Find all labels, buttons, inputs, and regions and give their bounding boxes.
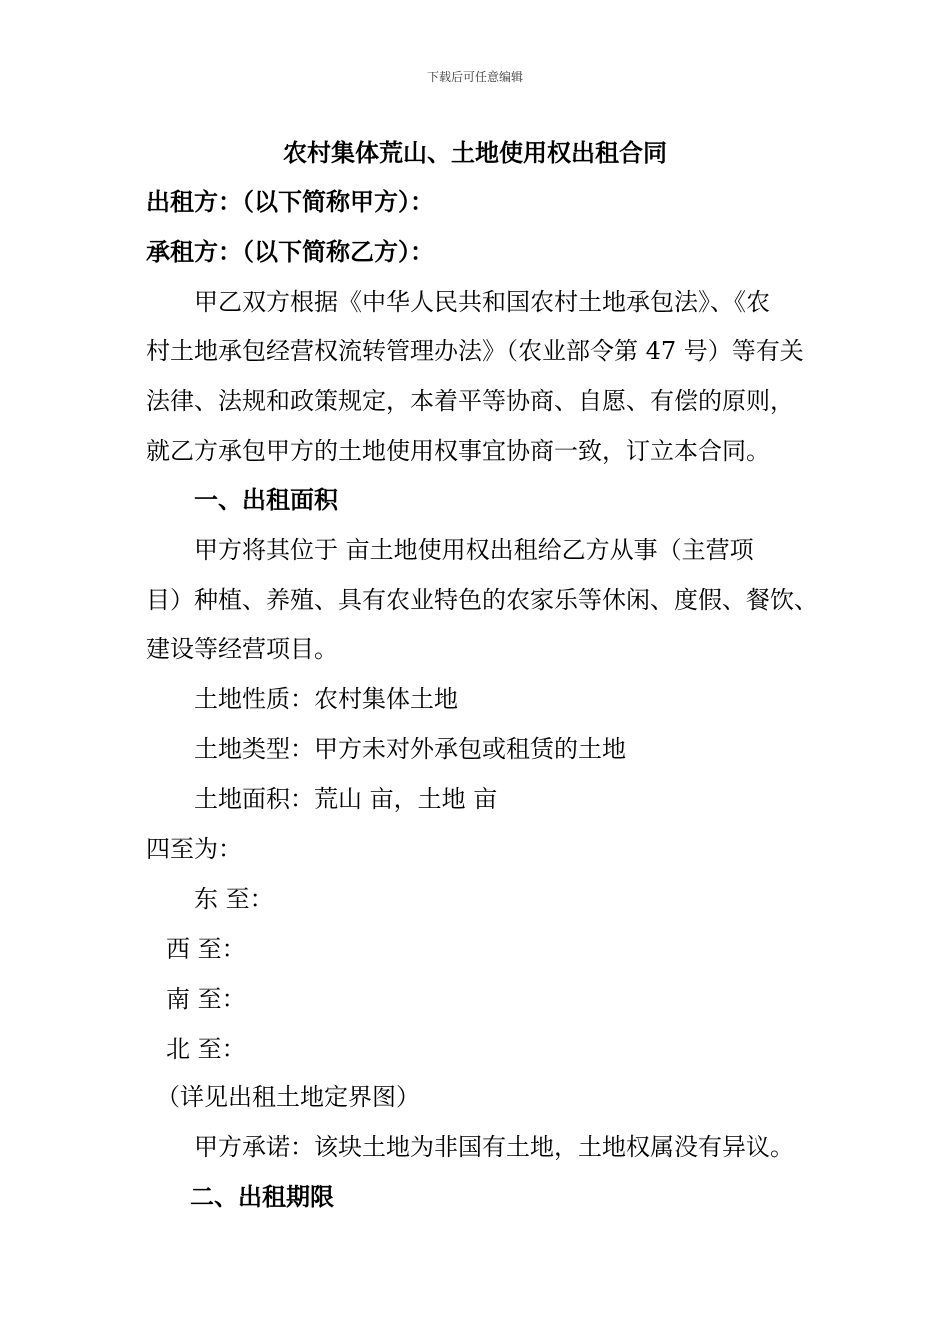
section-1-line-2: 目）种植、养殖、具有农业特色的农家乐等休闲、度假、餐饮、: [146, 586, 818, 614]
section-1-heading: 一、出租面积: [194, 486, 338, 514]
boundary-west: 西 至：: [166, 935, 246, 963]
section-1-line-3: 建设等经营项目。: [146, 635, 338, 663]
land-nature: 土地性质：农村集体土地: [194, 685, 458, 713]
lessor-promise: 甲方承诺：该块土地为非国有土地，土地权属没有异议。: [194, 1133, 794, 1161]
page-header: 下载后可任意编辑: [426, 70, 523, 84]
boundary-east: 东 至：: [194, 885, 274, 913]
preamble-line-2: 村土地承包经营权流转管理办法》（农业部令第 47 号）等有关: [146, 337, 804, 365]
preamble-line-1: 甲乙双方根据《中华人民共和国农村土地承包法》、《农: [194, 288, 770, 316]
boundary-north: 北 至：: [166, 1035, 246, 1063]
lessee-line: 承租方：（以下简称乙方）：: [146, 238, 434, 266]
preamble-line-4: 就乙方承包甲方的土地使用权事宜协商一致，订立本合同。: [146, 437, 770, 465]
section-2-heading: 二、出租期限: [190, 1183, 334, 1211]
section-1-line-1: 甲方将其位于 亩土地使用权出租给乙方从事（主营项: [194, 536, 754, 564]
document-title: 农村集体荒山、土地使用权出租合同: [283, 139, 667, 167]
land-type: 土地类型：甲方未对外承包或租赁的土地: [194, 735, 626, 763]
lessor-line: 出租方：（以下简称甲方）：: [146, 188, 434, 216]
boundaries-label: 四至为：: [146, 835, 242, 863]
preamble-line-3: 法律、法规和政策规定，本着平等协商、自愿、有偿的原则，: [146, 387, 794, 415]
boundary-map-note: （详见出租土地定界图）: [156, 1083, 420, 1111]
boundary-south: 南 至：: [166, 985, 246, 1013]
land-area: 土地面积：荒山 亩，土地 亩: [194, 785, 498, 813]
